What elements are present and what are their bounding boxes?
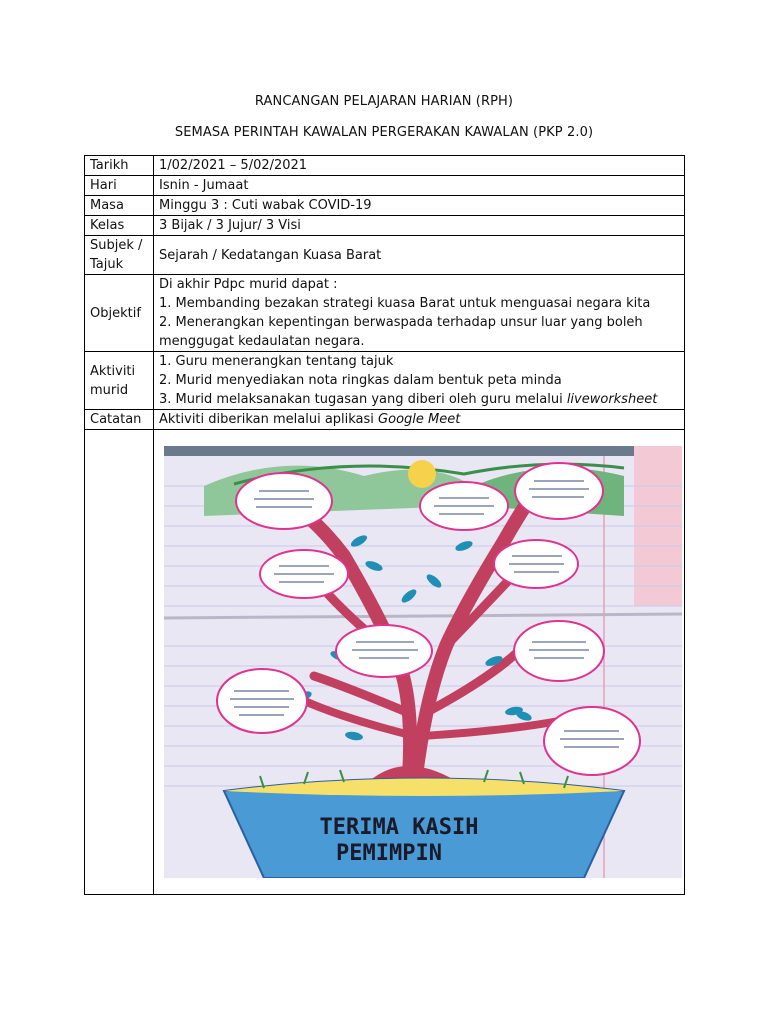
row-tarikh bbox=[85, 156, 685, 176]
label-masa: Masa bbox=[85, 196, 154, 216]
row-objektif bbox=[85, 275, 685, 352]
value-objektif bbox=[154, 275, 685, 352]
aktiviti-item-3-italic: liveworksheet bbox=[566, 392, 658, 407]
label-aktiviti-line2: murid bbox=[90, 382, 129, 398]
aktiviti-item-3-text: 3. Murid melaksanakan tugasan yang diberi oleh guru melalui bbox=[159, 392, 567, 407]
label-hari: Hari bbox=[85, 176, 154, 196]
value-hari: Isnin - Jumaat bbox=[154, 176, 685, 196]
label-kelas: Kelas bbox=[85, 216, 154, 236]
mind-map-drawing bbox=[164, 446, 682, 878]
label-catatan: Catatan bbox=[85, 410, 154, 430]
objektif-item-2: 2. Menerangkan kepentingan berwaspada terhadap unsur luar yang boleh menggugat kedaulatan negara. bbox=[159, 315, 643, 349]
catatan-italic: Google Meet bbox=[378, 412, 461, 427]
value-tarikh: 1/02/2021 – 5/02/2021 bbox=[154, 156, 685, 176]
label-subjek bbox=[85, 236, 154, 275]
value-masa: Minggu 3 : Cuti wabak COVID-19 bbox=[154, 196, 685, 216]
document-title: RANCANGAN PELAJARAN HARIAN (RPH) bbox=[254, 94, 514, 109]
objektif-item-1: 1. Membanding bezakan strategi kuasa Barat untuk menguasai negara kita bbox=[159, 296, 651, 311]
row-catatan bbox=[85, 410, 685, 430]
aktiviti-item-2: 2. Murid menyediakan nota ringkas dalam bentuk peta minda bbox=[159, 373, 562, 388]
pot-text-line1: TERIMA KASIH bbox=[319, 815, 479, 840]
bubble-8 bbox=[217, 669, 307, 733]
bubble-9 bbox=[544, 707, 640, 775]
document-subtitle: SEMASA PERINTAH KAWALAN PERGERAKAN KAWALAN (PKP 2.0) bbox=[174, 125, 594, 140]
label-aktiviti-line1: Aktiviti bbox=[90, 363, 136, 379]
value-aktiviti bbox=[154, 352, 685, 410]
bubble-6 bbox=[336, 625, 432, 677]
value-kelas: 3 Bijak / 3 Jujur/ 3 Visi bbox=[154, 216, 685, 236]
bubble-2 bbox=[515, 463, 603, 519]
label-subjek-line1: Subjek / bbox=[90, 238, 143, 253]
row-subjek bbox=[85, 236, 685, 275]
label-tarikh: Tarikh bbox=[85, 156, 154, 176]
label-objektif: Objektif bbox=[85, 275, 154, 352]
value-image bbox=[154, 430, 685, 895]
row-masa bbox=[85, 196, 685, 216]
label-image-empty bbox=[85, 430, 154, 895]
aktiviti-item-3 bbox=[159, 390, 679, 409]
pot-text-line2: PEMIMPIN bbox=[336, 841, 442, 866]
bubble-1 bbox=[236, 473, 332, 529]
rph-table bbox=[84, 155, 685, 895]
photo-top-edge bbox=[164, 446, 682, 456]
row-image bbox=[85, 430, 685, 895]
mind-map-photo bbox=[164, 446, 682, 878]
objektif-intro: Di akhir Pdpc murid dapat : bbox=[159, 277, 338, 292]
bubble-7 bbox=[514, 621, 604, 681]
value-subjek: Sejarah / Kedatangan Kuasa Barat bbox=[154, 236, 685, 275]
label-subjek-line2: Tajuk bbox=[90, 257, 124, 272]
row-hari bbox=[85, 176, 685, 196]
label-aktiviti bbox=[85, 352, 154, 410]
row-kelas bbox=[85, 216, 685, 236]
aktiviti-item-1: 1. Guru menerangkan tentang tajuk bbox=[159, 354, 394, 369]
value-catatan bbox=[154, 410, 685, 430]
catatan-text: Aktiviti diberikan melalui aplikasi bbox=[159, 412, 379, 427]
sun bbox=[408, 460, 436, 488]
row-aktiviti bbox=[85, 352, 685, 410]
